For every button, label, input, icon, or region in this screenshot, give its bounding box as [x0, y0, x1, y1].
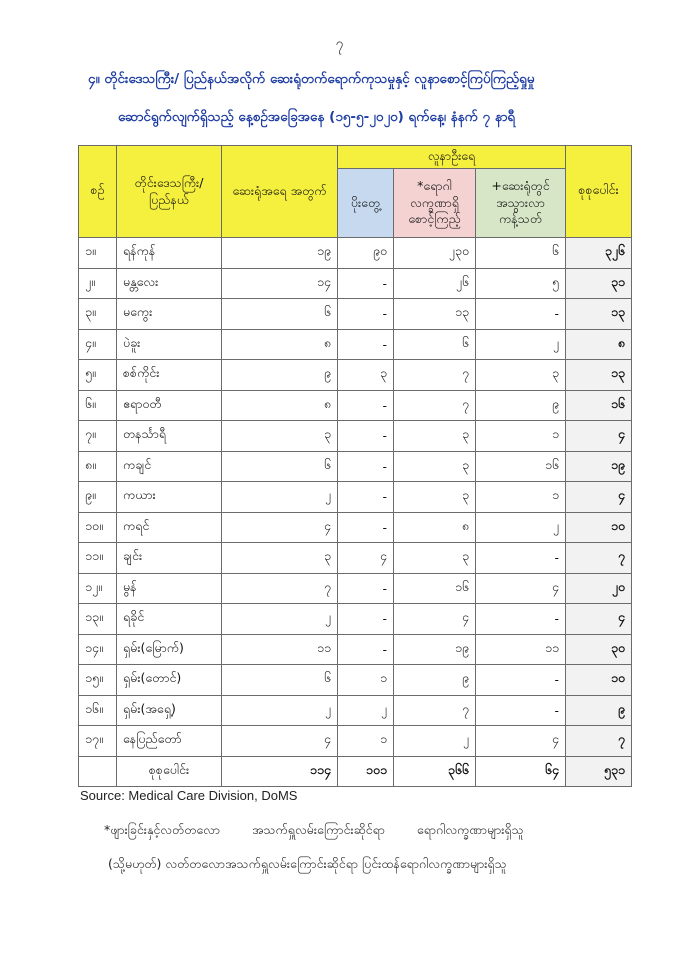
cell-serial: ၁၃။ — [79, 604, 117, 635]
cell-serial: ၇။ — [79, 421, 117, 452]
header-positive: ပိုးတွေ့ — [338, 169, 394, 238]
table-row — [79, 512, 632, 543]
cell-positive: - — [338, 634, 394, 665]
cell-restricted: ၂ — [476, 329, 566, 360]
cell-positive: ၁ — [338, 726, 394, 757]
cell-region: ရန်ကုန် — [117, 238, 222, 269]
cell-hospitals: ၈ — [222, 390, 338, 421]
cell-symptomatic: ၁၆ — [394, 573, 476, 604]
cell-symptomatic: ၂၆ — [394, 268, 476, 299]
table-row — [79, 543, 632, 574]
cell-hospitals: ၁၉ — [222, 238, 338, 269]
header-region: တိုင်းဒေသကြီး/ ပြည်နယ် — [117, 146, 222, 238]
cell-hospitals: ၆ — [222, 299, 338, 330]
total-hospitals: ၁၁၄ — [222, 756, 338, 787]
cell-region: ကရင် — [117, 512, 222, 543]
table-row — [79, 482, 632, 513]
heading-line-1: ၄။ တိုင်းဒေသကြီး/ ပြည်နယ်အလိုက် ဆေးရုံတက်ရောက်ကုသမှုနှင့် လူနာစောင့်ကြပ်ကြည့်ရှုမှု — [88, 71, 535, 87]
table-row — [79, 329, 632, 360]
total-restricted: ၆၄ — [476, 756, 566, 787]
cell-restricted: - — [476, 543, 566, 574]
cell-total: ၇ — [566, 543, 632, 574]
cell-serial: ၁၇။ — [79, 726, 117, 757]
table-row — [79, 238, 632, 269]
page-number: ၇ — [335, 36, 344, 52]
cell-hospitals: ၆ — [222, 451, 338, 482]
cell-positive: ၉၀ — [338, 238, 394, 269]
cell-symptomatic: ၃ — [394, 421, 476, 452]
cell-hospitals: ၂ — [222, 482, 338, 513]
cell-symptomatic: ၃ — [394, 543, 476, 574]
cell-restricted: ၁၆ — [476, 451, 566, 482]
cell-total: ၁၀ — [566, 512, 632, 543]
cell-total: ၁၆ — [566, 390, 632, 421]
header-symptomatic: *ရောဂါ လက္ခဏာရှိ စောင့်ကြည့် — [394, 169, 476, 238]
table-row — [79, 695, 632, 726]
cell-restricted: - — [476, 299, 566, 330]
cell-total: ၁၉ — [566, 451, 632, 482]
cell-hospitals: ၁၁ — [222, 634, 338, 665]
cell-restricted: ၁ — [476, 482, 566, 513]
cell-serial: ၃။ — [79, 299, 117, 330]
cell-restricted: - — [476, 695, 566, 726]
cell-region: ရှမ်း(မြောက်) — [117, 634, 222, 665]
cell-serial: ၁၂။ — [79, 573, 117, 604]
cell-total: ၄ — [566, 482, 632, 513]
cell-region: မွန် — [117, 573, 222, 604]
cell-positive: ၁ — [338, 665, 394, 696]
header-serial: စဉ် — [79, 146, 117, 238]
cell-total: ၈ — [566, 329, 632, 360]
cell-total: ၃၀ — [566, 634, 632, 665]
total-symptomatic: ၃၆၆ — [394, 756, 476, 787]
cell-positive: - — [338, 604, 394, 635]
table-row — [79, 573, 632, 604]
table-row — [79, 268, 632, 299]
cell-restricted: - — [476, 665, 566, 696]
hospital-patients-table — [78, 145, 632, 787]
table-row — [79, 360, 632, 391]
cell-hospitals: ၃ — [222, 543, 338, 574]
cell-serial: ၁၁။ — [79, 543, 117, 574]
cell-total: ၁၃ — [566, 360, 632, 391]
total-positive: ၁၀၁ — [338, 756, 394, 787]
cell-region: စစ်ကိုင်း — [117, 360, 222, 391]
cell-total: ၇ — [566, 726, 632, 757]
cell-restricted: - — [476, 604, 566, 635]
cell-symptomatic: ၇ — [394, 695, 476, 726]
cell-region: ပဲခူး — [117, 329, 222, 360]
cell-restricted: ၃ — [476, 360, 566, 391]
cell-total: ၉ — [566, 695, 632, 726]
cell-total: ၃၁ — [566, 268, 632, 299]
cell-symptomatic: ၉ — [394, 665, 476, 696]
cell-restricted: ၅ — [476, 268, 566, 299]
cell-serial: ၁၅။ — [79, 665, 117, 696]
heading-line-2: ဆောင်ရွက်လျက်ရှိသည့် နေ့စဉ်အခြေအနေ (၁၅-၅-၂၀၂၀) ရက်နေ့၊ နံနက် ၇ နာရီ — [118, 109, 516, 125]
cell-positive: - — [338, 421, 394, 452]
cell-total: ၁၃ — [566, 299, 632, 330]
cell-positive: - — [338, 268, 394, 299]
cell-symptomatic: ၂၃၀ — [394, 238, 476, 269]
cell-region: နေပြည်တော် — [117, 726, 222, 757]
cell-positive: ၂ — [338, 695, 394, 726]
cell-symptomatic: ၃ — [394, 482, 476, 513]
cell-total: ၃၂၆ — [566, 238, 632, 269]
cell-positive: - — [338, 512, 394, 543]
cell-positive: - — [338, 390, 394, 421]
cell-hospitals: ၂ — [222, 604, 338, 635]
header-patient-count: လူနာဦးရေ — [338, 146, 566, 169]
cell-hospitals: ၄ — [222, 726, 338, 757]
cell-region: ဧရာဝတီ — [117, 390, 222, 421]
cell-restricted: ၁၁ — [476, 634, 566, 665]
cell-hospitals: ၉ — [222, 360, 338, 391]
cell-hospitals: ၇ — [222, 573, 338, 604]
cell-serial: ၂။ — [79, 268, 117, 299]
cell-serial: ၈။ — [79, 451, 117, 482]
cell-serial: ၁၆။ — [79, 695, 117, 726]
cell-hospitals: ၂ — [222, 695, 338, 726]
header-hospital-count: ဆေးရုံအရေ အတွက် — [222, 146, 338, 238]
total-row-serial — [79, 756, 117, 787]
cell-region: မကွေး — [117, 299, 222, 330]
cell-symptomatic: ၂ — [394, 726, 476, 757]
cell-serial: ၁၀။ — [79, 512, 117, 543]
cell-serial: ၅။ — [79, 360, 117, 391]
cell-restricted: ၄ — [476, 573, 566, 604]
cell-symptomatic: ၁၃ — [394, 299, 476, 330]
cell-restricted: ၉ — [476, 390, 566, 421]
cell-serial: ၆။ — [79, 390, 117, 421]
cell-total: ၄ — [566, 604, 632, 635]
cell-serial: ၁။ — [79, 238, 117, 269]
source-citation: Source: Medical Care Division, DoMS — [80, 788, 298, 803]
cell-positive: - — [338, 299, 394, 330]
table-row — [79, 421, 632, 452]
cell-total: ၁၀ — [566, 665, 632, 696]
cell-hospitals: ၆ — [222, 665, 338, 696]
cell-restricted: ၆ — [476, 238, 566, 269]
total-row — [79, 756, 632, 787]
table-row — [79, 604, 632, 635]
table-row — [79, 390, 632, 421]
cell-region: ကချင် — [117, 451, 222, 482]
cell-region: ကယား — [117, 482, 222, 513]
table-row — [79, 299, 632, 330]
cell-positive: - — [338, 573, 394, 604]
header-total: စုစုပေါင်း — [566, 146, 632, 238]
cell-symptomatic: ၄ — [394, 604, 476, 635]
table-row — [79, 634, 632, 665]
cell-total: ၄ — [566, 421, 632, 452]
cell-restricted: ၂ — [476, 512, 566, 543]
table-body — [79, 238, 632, 757]
cell-total: ၂၀ — [566, 573, 632, 604]
footnote-line-1: *ဖျားခြင်းနှင့်လတ်တလော အသက်ရှူလမ်းကြောင်းဆိုင်ရာ ရောဂါလက္ခဏာများရှိသူ — [104, 822, 524, 837]
cell-region: တနင်္သာရီ — [117, 421, 222, 452]
cell-positive: - — [338, 451, 394, 482]
table-row — [79, 451, 632, 482]
cell-positive: ၄ — [338, 543, 394, 574]
cell-region: ရှမ်း(အရှေ့) — [117, 695, 222, 726]
cell-restricted: ၁ — [476, 421, 566, 452]
cell-serial: ၄။ — [79, 329, 117, 360]
total-row-label: စုစုပေါင်း — [117, 756, 222, 787]
grand-total: ၅၃၁ — [566, 756, 632, 787]
cell-serial: ၁၄။ — [79, 634, 117, 665]
cell-positive: - — [338, 482, 394, 513]
cell-hospitals: ၄ — [222, 512, 338, 543]
cell-hospitals: ၁၄ — [222, 268, 338, 299]
cell-symptomatic: ၈ — [394, 512, 476, 543]
cell-positive: ၃ — [338, 360, 394, 391]
header-restricted: +ဆေးရုံတွင် အသွားလာ ကန့်သတ် — [476, 169, 566, 238]
cell-symptomatic: ၃ — [394, 451, 476, 482]
table-row — [79, 665, 632, 696]
table-row — [79, 726, 632, 757]
cell-region: ရှမ်း(တောင်) — [117, 665, 222, 696]
cell-symptomatic: ၇ — [394, 360, 476, 391]
cell-restricted: ၄ — [476, 726, 566, 757]
cell-region: ရခိုင် — [117, 604, 222, 635]
cell-region: ချင်း — [117, 543, 222, 574]
footnote-line-2: (သို့မဟုတ်) လတ်တလောအသက်ရှူလမ်းကြောင်းဆိုင်ရာ ပြင်းထန်ရောဂါလက္ခဏာများရှိသူ — [108, 856, 507, 871]
cell-symptomatic: ၇ — [394, 390, 476, 421]
cell-symptomatic: ၆ — [394, 329, 476, 360]
cell-hospitals: ၃ — [222, 421, 338, 452]
cell-hospitals: ၈ — [222, 329, 338, 360]
cell-positive: - — [338, 329, 394, 360]
cell-region: မန္တလေး — [117, 268, 222, 299]
cell-symptomatic: ၁၉ — [394, 634, 476, 665]
cell-serial: ၉။ — [79, 482, 117, 513]
